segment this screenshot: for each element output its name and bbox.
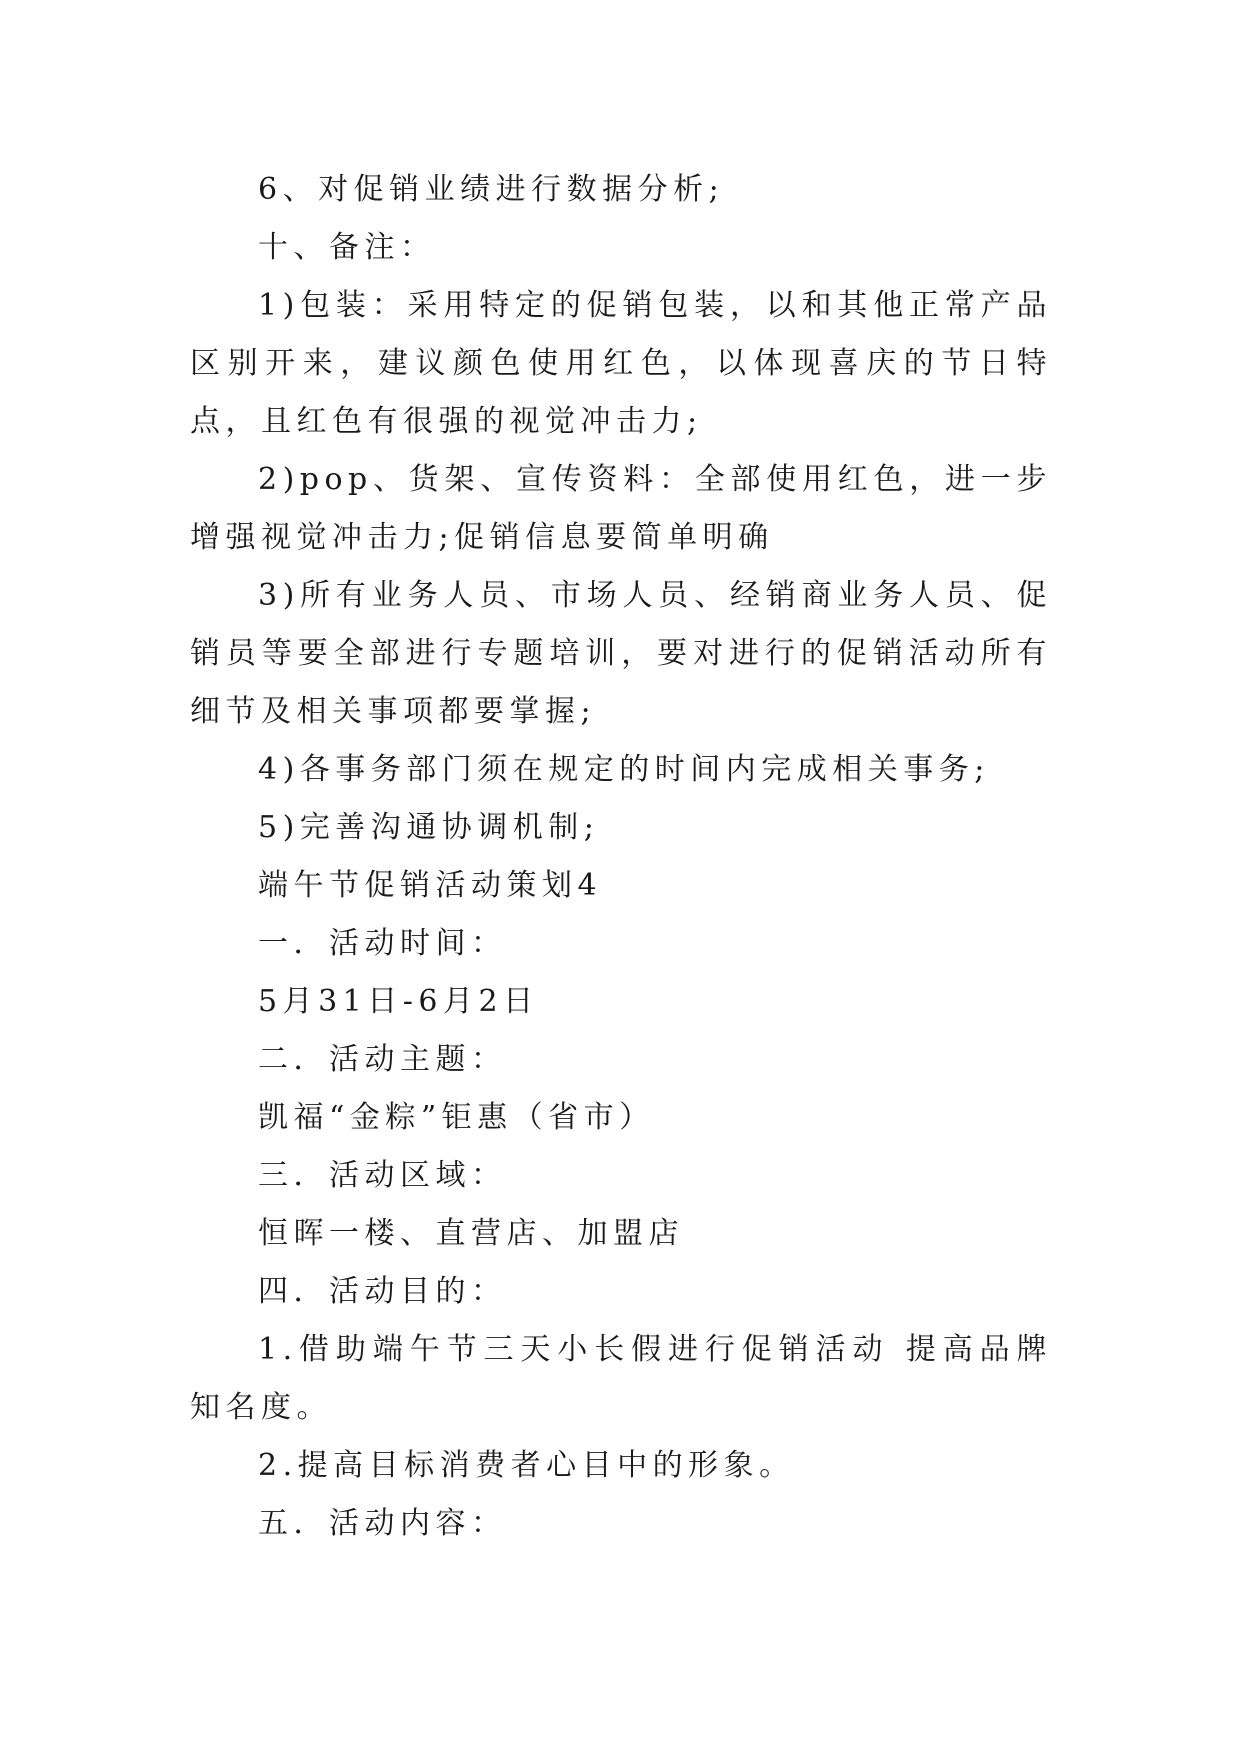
activity-area-value: 恒晖一楼、直营店、加盟店 bbox=[258, 1216, 684, 1251]
paragraph-analysis: 6、对促销业绩进行数据分析; bbox=[258, 172, 725, 207]
heading-activity-theme: 二．活动主题： bbox=[258, 1042, 507, 1077]
heading-activity-area: 三．活动区域： bbox=[258, 1158, 507, 1193]
document-body bbox=[190, 161, 1052, 1553]
purpose-item-2: 2.提高目标消费者心目中的形象。 bbox=[258, 1448, 795, 1483]
activity-time-value: 5月31日-6月2日 bbox=[258, 984, 539, 1019]
heading-remarks: 十、备注： bbox=[258, 230, 436, 265]
paragraph-pop-materials: 2)pop、货架、宣传资料：全部使用红色，进一步增强视觉冲击力;促销信息要简单明确 bbox=[190, 462, 1052, 555]
purpose-item-1: 1.借助端午节三天小长假进行促销活动 提高品牌知名度。 bbox=[190, 1332, 1052, 1425]
section-title: 端午节促销活动策划4 bbox=[258, 868, 603, 903]
paragraph-communication: 5)完善沟通协调机制; bbox=[258, 810, 600, 845]
paragraph-training: 3)所有业务人员、市场人员、经销商业务人员、促销员等要全部进行专题培训，要对进行的促销活动所有细节及相关事项都要掌握; bbox=[190, 578, 1052, 729]
paragraph-departments: 4)各事务部门须在规定的时间内完成相关事务; bbox=[258, 752, 990, 787]
paragraph-packaging: 1)包装：采用特定的促销包装，以和其他正常产品区别开来，建议颜色使用红色，以体现喜庆的节日特点，且红色有很强的视觉冲击力; bbox=[190, 288, 1052, 439]
heading-activity-time: 一．活动时间： bbox=[258, 926, 507, 961]
activity-theme-value: 凯福“金粽”钜惠（省市） bbox=[258, 1100, 655, 1135]
heading-activity-content: 五．活动内容： bbox=[258, 1506, 507, 1541]
heading-activity-purpose: 四．活动目的： bbox=[258, 1274, 507, 1309]
